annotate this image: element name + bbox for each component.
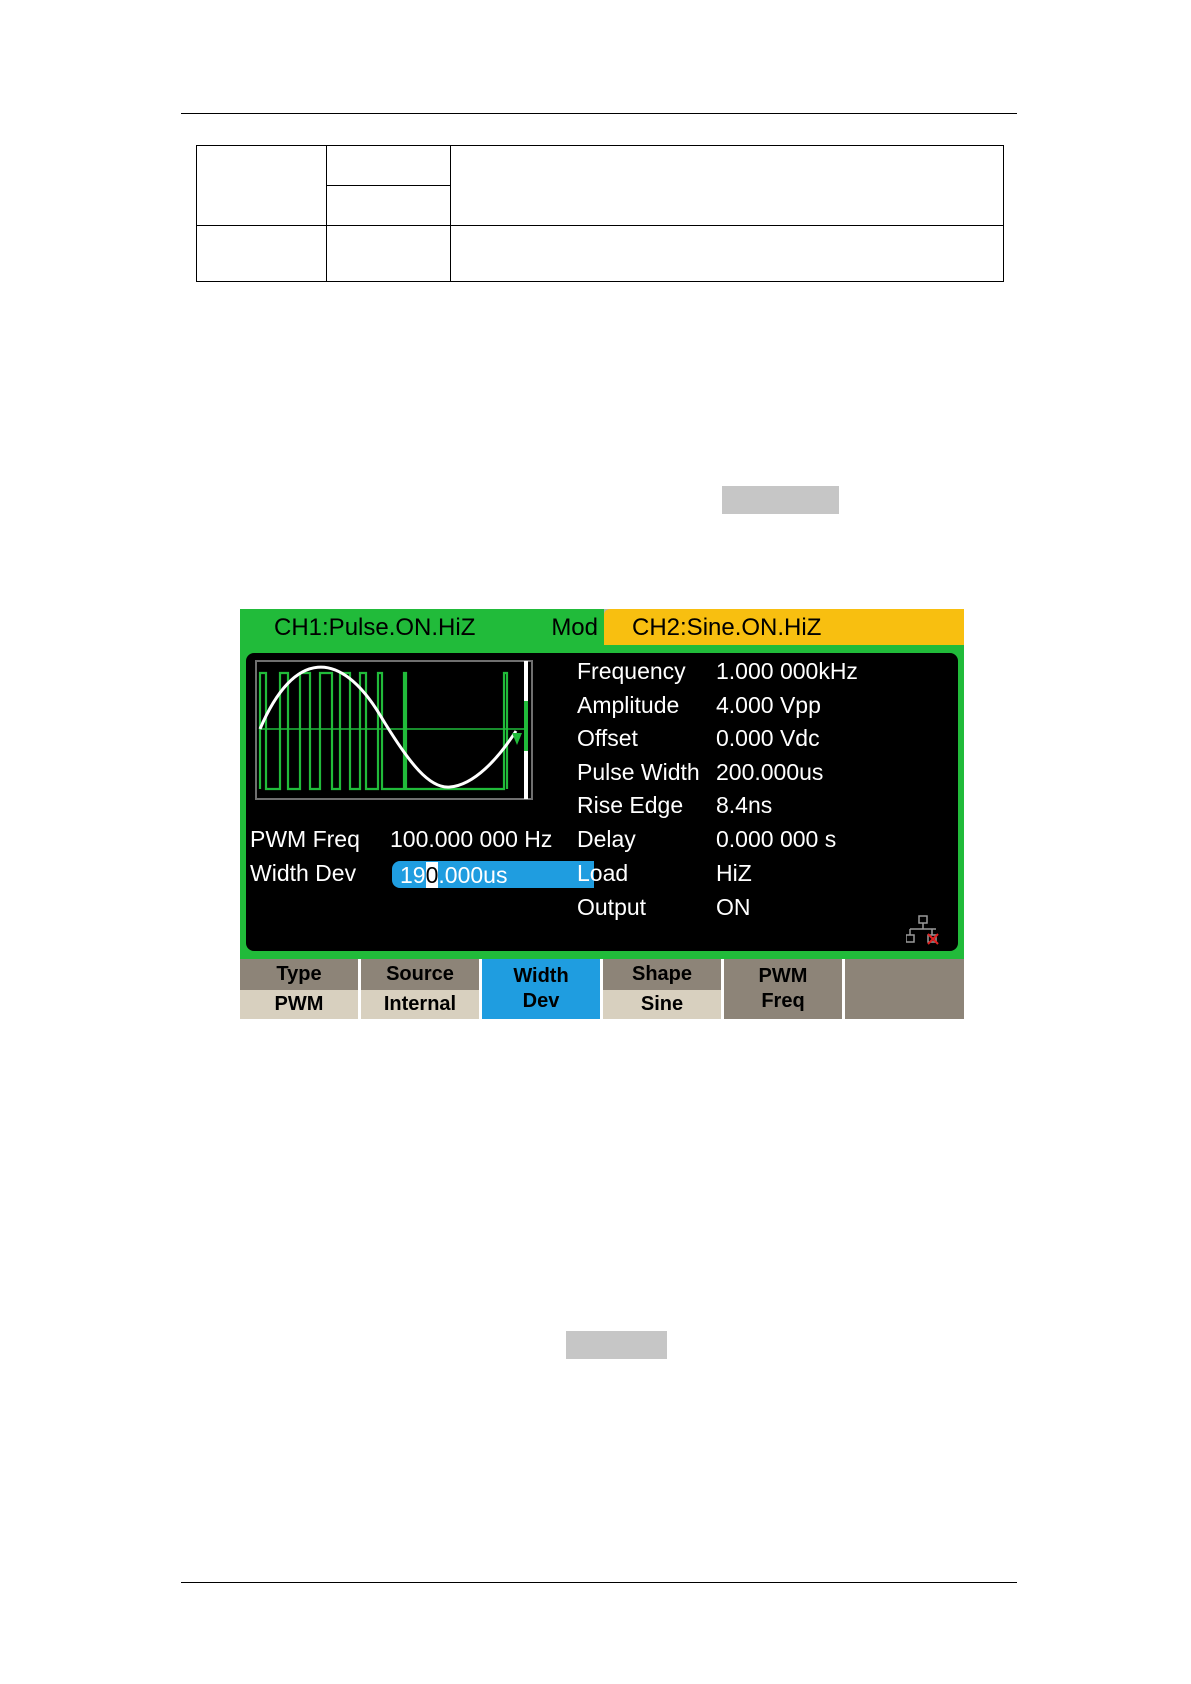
param-name-amplitude: Amplitude (577, 692, 680, 718)
param-value-load[interactable]: HiZ (716, 860, 752, 886)
softkey-type-value: PWM (240, 990, 358, 1019)
pwm-freq-value[interactable]: 100.000 000 Hz (390, 826, 553, 852)
ch2-tab[interactable] (604, 609, 964, 645)
pwm-freq-label: PWM Freq (250, 826, 360, 852)
param-value-rise-edge[interactable]: 8.4ns (716, 792, 773, 818)
param-name-frequency: Frequency (577, 658, 686, 684)
table-cell (451, 146, 1004, 226)
param-value-pulse-width[interactable]: 200.000us (716, 759, 824, 785)
width-dev-digits-before: 19 (400, 862, 426, 888)
ch2-header: CH2:Sine.ON.HiZ (632, 614, 822, 641)
table-cell (327, 186, 451, 225)
param-value-delay[interactable]: 0.000 000 s (716, 826, 837, 852)
width-dev-cursor: 0 (425, 862, 439, 888)
softkey-width-dev-line2: Dev (522, 990, 560, 1012)
softkey-type-label: Type (240, 959, 358, 988)
footer-rule (181, 1582, 1017, 1583)
param-name-pulse-width: Pulse Width (577, 759, 700, 785)
button-graphic-placeholder (566, 1331, 667, 1359)
softkey-pwm-freq-line2: Freq (761, 990, 805, 1012)
width-dev-input[interactable] (392, 861, 594, 888)
button-graphic-placeholder (722, 486, 839, 514)
softkey-source-value: Internal (361, 990, 479, 1019)
ch1-header: CH1:Pulse.ON.HiZ (274, 614, 476, 641)
softkey-source[interactable] (361, 959, 479, 1019)
table-cell (327, 146, 451, 186)
param-name-offset: Offset (577, 725, 638, 751)
softkey-width-dev[interactable] (482, 959, 600, 1019)
softkey-source-label: Source (361, 959, 479, 988)
softkey-type[interactable] (240, 959, 358, 1019)
generator-screen (240, 609, 964, 1019)
softkey-shape[interactable] (603, 959, 721, 1019)
softkey-empty[interactable] (845, 959, 964, 1019)
param-name-load: Load (577, 860, 629, 886)
ch1-tab[interactable] (240, 609, 604, 645)
table-cell (197, 225, 327, 281)
width-dev-label: Width Dev (250, 860, 357, 886)
table-cell (451, 225, 1004, 281)
softkey-pwm-freq[interactable] (724, 959, 842, 1019)
display-area (246, 653, 958, 951)
softkey-bar (240, 959, 964, 1019)
softkey-shape-label: Shape (603, 959, 721, 988)
waveform-preview (254, 659, 564, 819)
softkey-pwm-freq-line1: PWM (758, 965, 808, 987)
network-icon (906, 915, 940, 945)
parameter-table (196, 145, 1004, 282)
param-value-frequency[interactable]: 1.000 000kHz (716, 658, 858, 684)
width-dev-digits-after: .000us (438, 862, 508, 888)
softkey-width-dev-line1: Width (513, 965, 569, 987)
param-name-output: Output (577, 894, 647, 920)
mod-label: Mod (551, 614, 598, 641)
table-cell (327, 225, 451, 281)
param-value-output[interactable]: ON (716, 894, 751, 920)
param-value-offset[interactable]: 0.000 Vdc (716, 725, 820, 751)
param-name-rise-edge: Rise Edge (577, 792, 684, 818)
header-rule (181, 113, 1017, 114)
table-cell (197, 146, 327, 226)
param-value-amplitude[interactable]: 4.000 Vpp (716, 692, 821, 718)
softkey-shape-value: Sine (603, 990, 721, 1019)
param-name-delay: Delay (577, 826, 636, 852)
